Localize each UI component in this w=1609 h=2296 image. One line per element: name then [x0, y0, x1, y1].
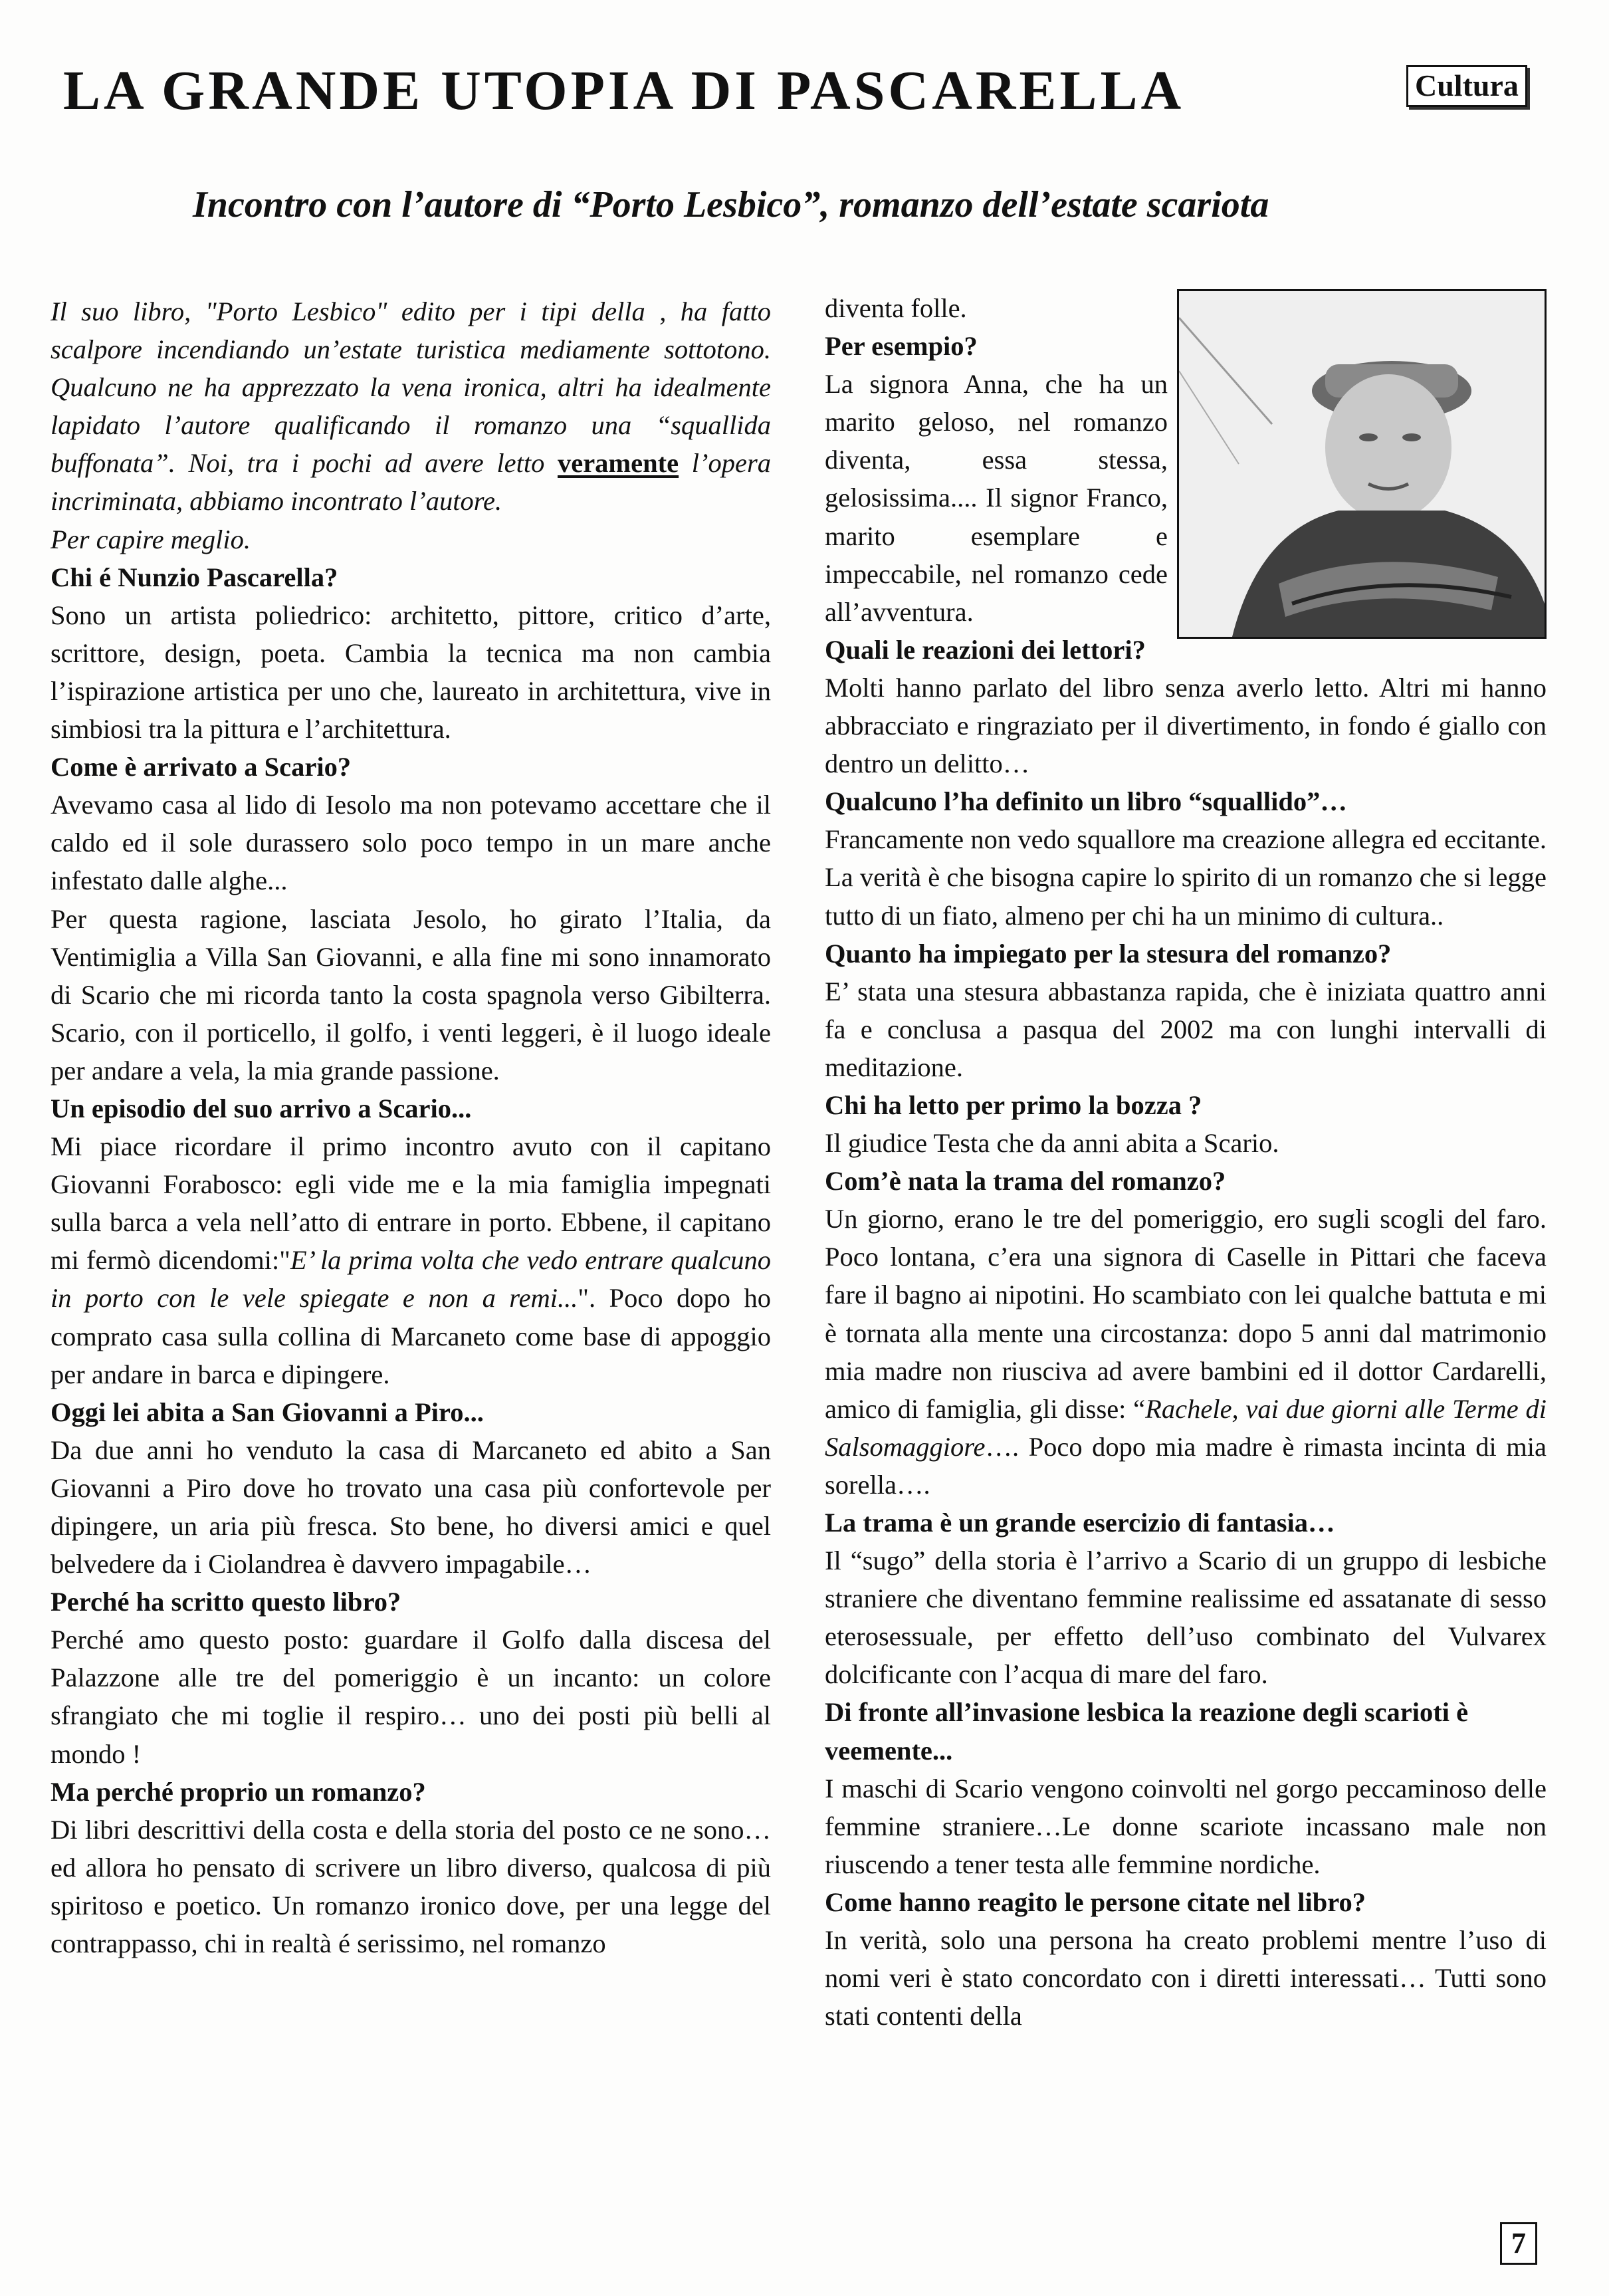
answer: Avevamo casa al lido di Iesolo ma non potevamo accettare che il caldo ed il sole durassero solo poco tempo in un mare anche infestato dalle alghe...	[51, 790, 771, 896]
question: Perché ha scritto questo libro?	[51, 1587, 401, 1617]
question: Com’è nata la trama del romanzo?	[825, 1166, 1226, 1197]
left-column	[51, 292, 771, 1962]
intro-closing: Per capire meglio.	[51, 524, 251, 554]
article-title: LA GRANDE UTOPIA DI PASCARELLA	[63, 60, 1185, 122]
question: Quanto ha impiegato per la stesura del romanzo?	[825, 938, 1392, 969]
page-number: 7	[1500, 2222, 1537, 2265]
right-column	[825, 289, 1547, 2035]
author-photo	[1177, 289, 1547, 639]
answer	[825, 1200, 1547, 1504]
answer-text: ". Poco dopo ho comprato casa sulla collina di Marcaneto come base di appoggio per andare in barca e dipingere.	[51, 1283, 771, 1389]
question: Oggi lei abita a San Giovanni a Piro...	[51, 1397, 484, 1427]
answer: Il “sugo” della storia è l’arrivo a Scario di un gruppo di lesbiche straniere che diventano femmine realissime ed assatanate di sesso eterosessuale, per effetto dell’uso combinato del Vulvarex dolcificante con l’acqua di mare del faro.	[825, 1546, 1547, 1690]
answer: Il giudice Testa che da anni abita a Scario.	[825, 1128, 1279, 1159]
section-label: Cultura	[1406, 65, 1527, 107]
question: Per esempio?	[825, 331, 978, 362]
quoted-speech: E’ la prima volta che vedo entrare qualcuno in porto con le vele spiegate e non a remi...	[51, 1245, 771, 1314]
intro-tail: l’opera incriminata, abbiamo incontrato l’autore.	[51, 448, 771, 517]
answer-text: …. Poco dopo mia madre è rimasta incinta di mia sorella….	[825, 1431, 1547, 1500]
question: Come è arrivato a Scario?	[51, 752, 352, 782]
intro-lead: Il suo libro, "Porto Lesbico" edito per i tipi della , ha fatto scalpore incendiando un’estate turistica mediamente sottotono. Qualcuno ne ha apprezzato la vena ironica, altri ha idealmente lapidato l’autore qualificando il romanzo una “squallida buffonata”. Noi, tra i pochi ad avere letto	[51, 296, 771, 479]
answer-text: Un giorno, erano le tre del pomeriggio, ero sugli scogli del faro. Poco lontana, c’era una signora di Caselle in Pittari che faceva fare il bagno ai nipotini. Ho scambiato con lei qualche battuta e mi è tornata alla mente una circostanza: dopo 5 anni dal matrimonio mia madre non riusciva ad avere bambini ed il dottor Cardarelli, amico di famiglia, gli disse: “	[825, 1204, 1547, 1424]
answer: Da due anni ho venduto la casa di Marcaneto ed abito a San Giovanni a Piro dove ho trovato una casa più confortevole per dipingere, un aria più fresca. Sto bene, ho diversi amici e quel belvedere da i Ciolandrea è davvero impagabile…	[51, 1435, 771, 1579]
quoted-speech: Rachele, vai due giorni alle Terme di Salsomaggiore	[825, 1393, 1547, 1462]
question: Di fronte all’invasione lesbica la reazione degli scarioti è veemente...	[825, 1697, 1469, 1766]
answer: I maschi di Scario vengono coinvolti nel gorgo peccaminoso delle femmine straniere…Le donne scariote incassano male non riuscendo a tener testa alle femmine nordiche.	[825, 1773, 1547, 1879]
answer: Francamente non vedo squallore ma creazione allegra ed eccitante. La verità è che bisogna capire lo spirito di un romanzo che si legge tutto di un fiato, almeno per chi ha un minimo di cultura..	[825, 824, 1547, 931]
answer: In verità, solo una persona ha creato problemi mentre l’uso di nomi veri è stato concordato con i diretti interessati… Tutti sono stati contenti della	[825, 1925, 1547, 2031]
question: Chi é Nunzio Pascarella?	[51, 562, 338, 592]
article-subtitle: Incontro con l’autore di “Porto Lesbico”, romanzo dell’estate scariota	[193, 184, 1269, 225]
answer: Perché amo questo posto: guardare il Golfo dalla discesa del Palazzone alle tre del pomeriggio è un incanto: un colore sfrangiato che mi toglie il respiro… uno dei posti più belli al mondo !	[51, 1625, 771, 1769]
question: Qualcuno l’ha definito un libro “squallido”…	[825, 786, 1347, 817]
intro-emphasis: veramente	[557, 448, 679, 479]
question: Ma perché proprio un romanzo?	[51, 1776, 426, 1807]
intro-paragraph	[51, 292, 771, 520]
answer-continuation: diventa folle.	[825, 293, 967, 323]
question: Un episodio del suo arrivo a Scario...	[51, 1093, 472, 1123]
question: La trama è un grande esercizio di fantasia…	[825, 1508, 1335, 1538]
answer: E’ stata una stesura abbastanza rapida, che è iniziata quattro anni fa e conclusa a pasqua del 2002 ma con lunghi intervalli di meditazione.	[825, 976, 1547, 1082]
answer: Per questa ragione, lasciata Jesolo, ho girato l’Italia, da Ventimiglia a Villa San Giovanni, e alla fine mi sono innamorato di Scario che mi ricorda tanto la costa spagnola verso Gibilterra. Scario, con il porticello, il golfo, i venti leggeri, è il luogo ideale per andare a vela, la mia grande passione.	[51, 903, 771, 1086]
answer: Sono un artista poliedrico: architetto, pittore, critico d’arte, scrittore, design, poeta. Cambia la tecnica ma non cambia l’ispirazione artistica per uno che, laureato in architettura, vive in simbiosi tra la pittura e l’architettura.	[51, 600, 771, 745]
answer: Di libri descrittivi della costa e della storia del posto ce ne sono… ed allora ho pensato di scrivere un libro diverso, qualcosa di più spiritoso e poetico. Un romanzo ironico dove, per una legge del contrappasso, chi in realtà é serissimo, nel romanzo	[51, 1814, 771, 1959]
question: Chi ha letto per primo la bozza ?	[825, 1090, 1202, 1120]
answer: Molti hanno parlato del libro senza averlo letto. Altri mi hanno abbracciato e ringraziato per il divertimento, in fondo é giallo con dentro un delitto…	[825, 672, 1547, 779]
question: Come hanno reagito le persone citate nel libro?	[825, 1887, 1366, 1917]
answer	[51, 1127, 771, 1393]
answer: La signora Anna, che ha un marito geloso, nel romanzo diventa, essa stessa, gelosissima.... Il signor Franco, marito esemplare e impeccabile, nel romanzo cede all’avventura.	[825, 369, 1168, 627]
answer-text: Mi piace ricordare il primo incontro avuto con il capitano Giovanni Forabosco: egli vide me e la mia famiglia impegnati sulla barca a vela nell’atto di entrare in porto. Ebbene, il capitano mi fermò dicendomi:"	[51, 1131, 771, 1276]
question: Quali le reazioni dei lettori?	[825, 634, 1146, 665]
